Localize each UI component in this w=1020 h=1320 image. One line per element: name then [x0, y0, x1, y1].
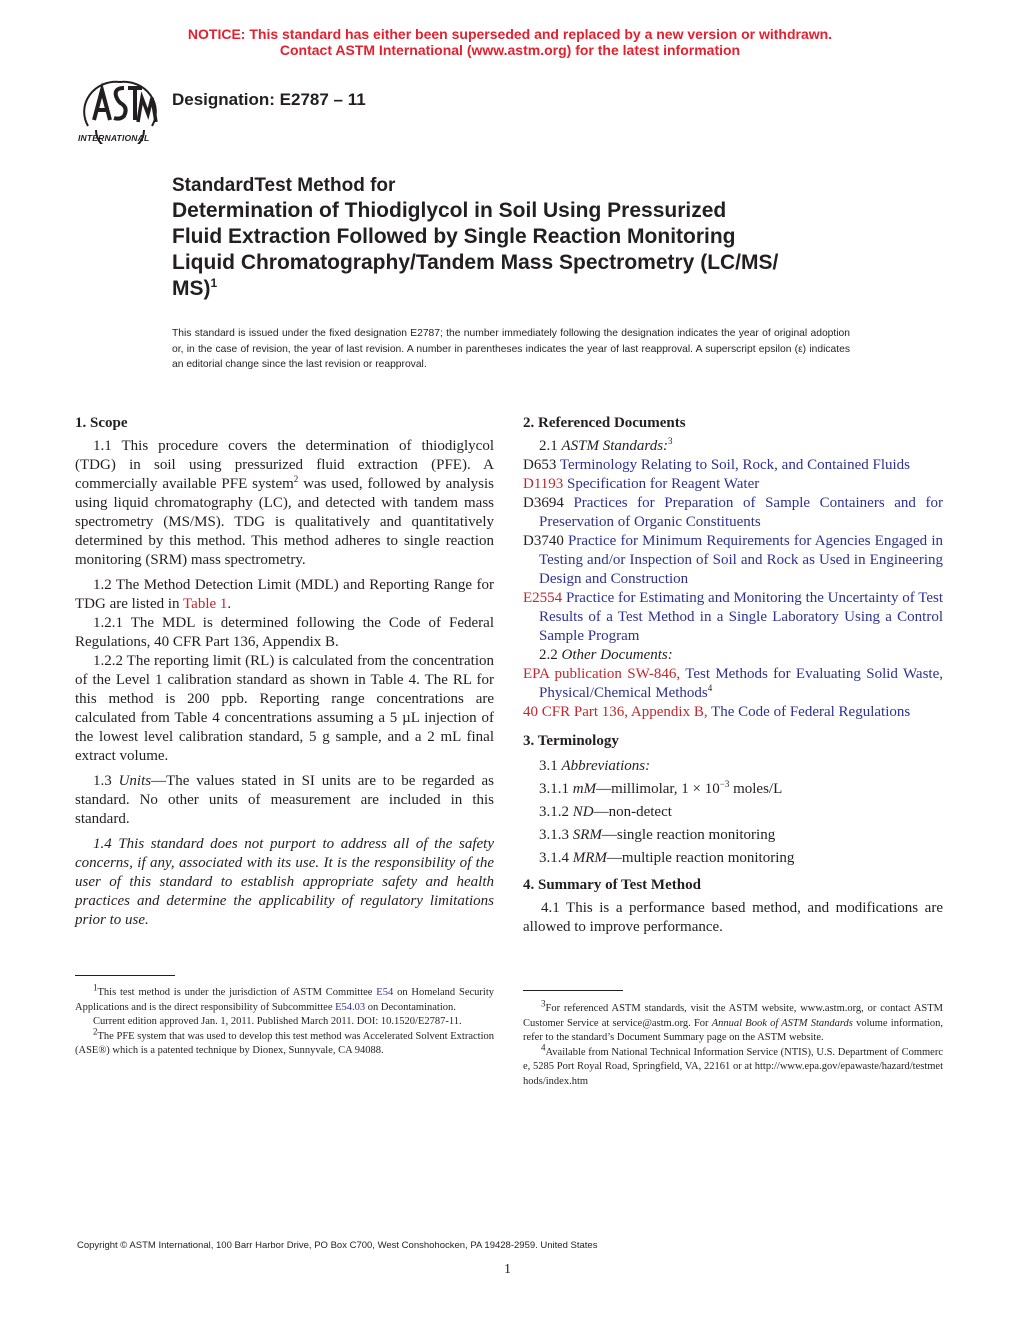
other-document-code[interactable]: EPA publication SW-846,	[523, 666, 681, 682]
other-document-item	[523, 703, 943, 722]
term-item	[523, 849, 943, 868]
para-2-1-num: 2.1	[539, 438, 562, 454]
para-1-3-term: Units	[118, 773, 152, 789]
logo-caption: INTERNATIONAL	[78, 133, 150, 143]
para-1-2-1: 1.2.1 The MDL is determined following the Code of Federal Regulations, 40 CFR Part 136, Appendix B.	[75, 615, 494, 650]
other-document-item	[523, 665, 943, 703]
para-2-2	[523, 646, 943, 665]
para-1-3	[75, 772, 494, 829]
para-4-1: 4.1 This is a performance based method, and modifications are allowed to improve performance.	[523, 900, 943, 935]
para-1-2	[75, 576, 494, 614]
term-def: —single reaction monitoring	[601, 827, 776, 843]
other-document-title-link[interactable]: The Code of Federal Regulations	[711, 704, 911, 720]
reference-code[interactable]: D1193	[523, 476, 564, 492]
para-3-1-num: 3.1	[539, 758, 562, 774]
term-abbr: MRM	[572, 850, 607, 866]
footnote-2-text: The PFE system that was used to develop this test method was Accelerated Solvent Extraction (ASE®) which is a patented technique by Dionex, Sunnyvale, CA 94088.	[75, 1030, 494, 1056]
para-2-1	[523, 437, 943, 456]
title-line-3: Liquid Chromatography/Tandem Mass Spectrometry (LC/MS/	[172, 251, 779, 274]
other-document-title-link[interactable]: Test Methods for Evaluating Solid Waste, Physical/Chemical Methods	[539, 666, 943, 701]
other-document-code[interactable]: 40 CFR Part 136, Appendix B,	[523, 704, 708, 720]
section-4-heading: 4. Summary of Test Method	[523, 877, 701, 893]
footnote-rule-right	[523, 990, 623, 991]
para-1-1-text-a: 1.1 This procedure covers the determination of thiodiglycol (TDG) in soil using pressurized fluid extraction (PFE). A commercially available PFE system	[75, 438, 494, 492]
section-3-heading: 3. Terminology	[523, 733, 619, 749]
footnote-1-marker: 1	[93, 982, 98, 993]
reference-title-link[interactable]: Terminology Relating to Soil, Rock, and Contained Fluids	[559, 457, 911, 473]
footnote-4-text: Available from National Technical Information Service (NTIS), U.S. Department of Commerce, 5285 Port Royal Road, Springfield, VA, 22161 or at http://www.epa.gov/epawaste/hazard/testmethods/index.htm	[523, 1046, 943, 1087]
reference-title-link[interactable]: Practices for Preparation of Sample Containers and for Preservation of Organic Constituents	[539, 495, 943, 530]
term-exponent: −3	[719, 779, 730, 789]
footnote-3-marker: 3	[541, 998, 546, 1009]
para-1-1	[75, 437, 494, 570]
footnote-ref-3[interactable]: 3	[668, 436, 673, 446]
section-1-heading: 1. Scope	[75, 415, 128, 431]
para-2-2-label: Other Documents:	[561, 647, 673, 663]
reference-item	[523, 532, 943, 589]
para-1-2-text-a: 1.2 The Method Detection Limit (MDL) and Reporting Range for TDG are listed in	[75, 577, 494, 612]
table-1-link[interactable]: Table 1	[183, 596, 228, 612]
footnote-3-text-a: For referenced ASTM standards, visit the ASTM website, www.astm.org, or contact ASTM Customer Service at service@astm.org. For	[523, 1003, 943, 1029]
title-line-1: Determination of Thiodiglycol in Soil Using Pressurized	[172, 199, 727, 222]
term-def: —multiple reaction monitoring	[606, 850, 795, 866]
reference-title-link[interactable]: Practice for Minimum Requirements for Agencies Engaged in Testing and/or Inspection of Soil and Rock as Used in Engineering Design and Construction	[539, 533, 944, 587]
reference-title-link[interactable]: Practice for Estimating and Monitoring the Uncertainty of Test Results of a Test Method in a Single Laboratory Using a Control Sample Program	[539, 590, 944, 644]
right-footnotes	[523, 998, 943, 1089]
term-abbr: SRM	[572, 827, 602, 843]
footnote-1	[75, 982, 494, 1015]
section-2-heading: 2. Referenced Documents	[523, 415, 686, 431]
footnote-3	[523, 998, 943, 1046]
committee-e54-link[interactable]: E54	[376, 987, 394, 998]
term-def: —millimolar, 1 × 10	[596, 781, 720, 797]
left-footnotes	[75, 982, 494, 1059]
reference-item	[523, 475, 943, 494]
title-line-4	[172, 276, 872, 302]
term-abbr: ND	[572, 804, 594, 820]
footnote-rule-left	[75, 975, 175, 976]
reference-title-link[interactable]: Specification for Reagent Water	[567, 476, 760, 492]
para-2-1-label: ASTM Standards:	[561, 438, 669, 454]
document-title	[172, 174, 872, 302]
term-item	[523, 826, 943, 845]
footnote-1-text-c: on Decontamination.	[365, 1001, 456, 1013]
term-item	[523, 780, 943, 799]
term-num: 3.1.2	[539, 804, 573, 820]
footnote-2-marker: 2	[93, 1026, 98, 1036]
para-3-1	[523, 757, 943, 776]
reference-item	[523, 589, 943, 646]
reference-item	[523, 494, 943, 532]
para-1-4: 1.4 This standard does not purport to address all of the safety concerns, if any, associated with its use. It is the responsibility of the user of this standard to establish appropriate safety and health practices and determine the applicability of regulatory limitations prior to use.	[75, 836, 494, 928]
footnote-1-text-b: on Homeland Security Applications and is the direct responsibility of Subcommittee	[75, 987, 494, 1013]
footnote-1-text-a: This test method is under the jurisdiction of ASTM Committee	[97, 987, 377, 998]
notice-line-2: Contact ASTM International (www.astm.org) for the latest information	[279, 42, 741, 58]
reference-code[interactable]: D3694	[523, 495, 564, 511]
footnote-3-book-title: Annual Book of ASTM Standards	[711, 1017, 853, 1029]
para-3-1-label: Abbreviations:	[561, 758, 651, 774]
title-line-2: Fluid Extraction Followed by Single Reaction Monitoring	[172, 225, 736, 248]
title-footnote-ref[interactable]: 1	[210, 276, 218, 290]
footnote-ref-4[interactable]: 4	[707, 683, 713, 693]
term-tail: moles/L	[729, 781, 783, 797]
subcommittee-e54-03-link[interactable]: E54.03	[335, 1001, 366, 1013]
reference-code[interactable]: D3740	[523, 533, 564, 549]
para-2-2-num: 2.2	[539, 647, 562, 663]
left-column	[75, 414, 494, 930]
term-num: 3.1.3	[539, 827, 573, 843]
reference-item	[523, 456, 943, 475]
para-1-2-2: 1.2.2 The reporting limit (RL) is calculated from the concentration of the Level 1 calibration standard as shown in Table 4. The RL for this method is 200 ppb. Reporting range concentrations are calculated from Table 4 concentrations assuming a 5 µL injection of the lowest level calibration standard, 5 g sample, and a 2 mL final extract volume.	[75, 653, 494, 764]
term-abbr: mM	[572, 781, 597, 797]
right-column	[523, 414, 943, 937]
issue-note: This standard is issued under the fixed designation E2787; the number immediately following the designation indicates the year of original adoption or, in the case of revision, the year of last revision. A number in parentheses indicates the year of last reapproval. A superscript epsilon (ε) indicates an editorial change since the last revision or reapproval.	[172, 328, 850, 370]
reference-code[interactable]: E2554	[523, 590, 563, 606]
term-num: 3.1.1	[539, 781, 573, 797]
designation: Designation: E2787 – 11	[172, 90, 366, 109]
footnote-2	[75, 1026, 494, 1059]
para-1-2-text-b: .	[227, 596, 232, 612]
para-1-1-text-b: was used, followed by analysis using liquid chromatography (LC), and detected with tandem mass spectrometry (MS/MS). TDG is qualitatively and quantitatively determined by this method. This method adheres to single reaction monitoring (SRM) mass spectrometry.	[75, 476, 494, 568]
page-number: 1	[504, 1262, 511, 1277]
title-line-4-text: MS)	[172, 277, 211, 300]
footnote-4	[523, 1042, 943, 1090]
title-pre: StandardTest Method for	[172, 175, 396, 196]
astm-logo	[76, 74, 162, 144]
reference-code[interactable]: D653	[523, 457, 557, 473]
footnote-4-marker: 4	[541, 1042, 546, 1052]
term-item	[523, 803, 943, 822]
para-1-3-text: —The values stated in SI units are to be regarded as standard. No other units of measurement are included in this standard.	[75, 773, 495, 827]
copyright-footer: Copyright © ASTM International, 100 Barr Harbor Drive, PO Box C700, West Conshohocken, PA 19428-2959. United States	[77, 1240, 598, 1251]
notice-line-1: NOTICE: This standard has either been superseded and replaced by a new version or withdrawn.	[187, 26, 833, 42]
para-1-3-num: 1.3	[93, 773, 119, 789]
term-def: —non-detect	[593, 804, 672, 820]
footnote-1-edition: Current edition approved Jan. 1, 2011. Published March 2011. DOI: 10.1520/E2787-11.	[93, 1016, 462, 1027]
term-num: 3.1.4	[539, 850, 573, 866]
footnote-ref-2[interactable]: 2	[293, 474, 299, 484]
footnote-3-text-b: volume information, refer to the standard’s Document Summary page on the ASTM website.	[523, 1017, 943, 1043]
